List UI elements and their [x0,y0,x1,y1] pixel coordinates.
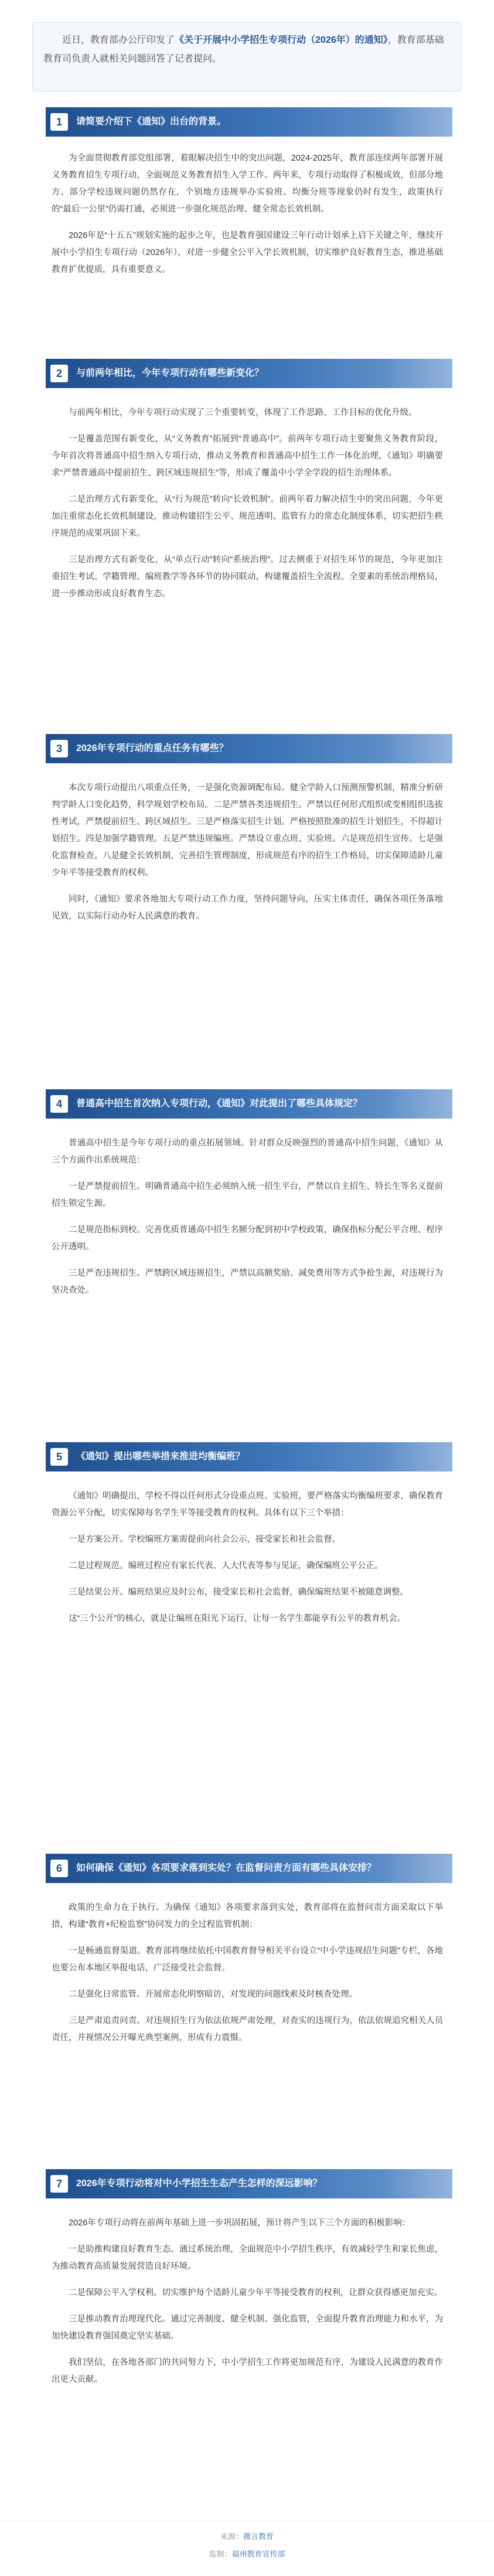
paragraph: 与前两年相比，今年专项行动实现了三个重要转变，体现了工作思路、工作目标的优化升级。 [69,408,417,417]
paragraph: 三是推动教育治理现代化。通过完善制度、健全机制、强化监管，全面提升教育治理能力和水平，为加快建设教育强国奠定坚实基础。 [52,2315,443,2341]
paragraph: 一是覆盖范围有新变化，从“义务教育”拓展到“普通高中”。前两年专项行动主要聚焦义务教育阶段，今年首次将普通高中招生纳入专项行动，推动义务教育和普通高中招生工作一体化治理，《通知》明确要求“严禁普通高中提前招生、跨区域违规招生”等，形成了覆盖中小学全学段的招生治理体系。 [52,434,443,478]
section-number: 4 [50,1095,68,1113]
section-title: 与前两年相比，今年专项行动有哪些新变化？ [76,368,264,378]
header-accent [382,1089,452,1119]
section-body-4 [52,1135,443,1309]
paragraph: 三是严查违规招生。严禁跨区域违规招生，严禁以高额奖励、减免费用等方式争抢生源，对违规行为坚决查处。 [52,1269,443,1295]
paragraph: 三是结果公开。编班结果应及时公布，接受家长和社会监督，确保编班结果不被随意调整。 [69,1588,408,1597]
section-number: 2 [50,365,68,382]
paragraph: 政策的生命力在于执行。为确保《通知》各项要求落到实处，教育部将在监督问责方面采取以下举措，构建“教育+纪检监察”协同发力的全过程监管机制： [52,1903,443,1929]
section-body-7 [52,2215,443,2398]
footer-source [0,2530,494,2541]
intro-text-2: ，教育部基础教育司负责人就相关问题回答了记者提问。 [43,35,444,64]
paragraph: 这“三个公开”的核心，就是让编班在阳光下运行，让每一名学生都能享有公平的教育机会。 [69,1614,406,1623]
paragraph: 二是过程规范。编班过程应有家长代表、人大代表等参与见证，确保编班公平公正。 [69,1561,383,1571]
footer-review [0,2548,494,2559]
section-title: 《通知》提出哪些举措来推进均衡编班？ [76,1452,246,1462]
paragraph: 《通知》明确提出，学校不得以任何形式分设重点班、实验班，要严格落实均衡编班要求，确保教育资源公平分配，切实保障每名学生平等接受教育的权利。具体有以下三个举措： [52,1491,443,1518]
section-title: 普通高中招生首次纳入专项行动，《通知》对此提出了哪些具体规定？ [76,1099,363,1109]
paragraph: 一是方案公开。学校编班方案需提前向社会公示，接受家长和社会监督。 [69,1535,340,1544]
review-label: 监制： [209,2550,232,2558]
review-name: 福州教育宣传部 [231,2550,285,2558]
intro-doc-title: 《关于开展中小学招生专项行动（2026年）的通知》 [175,35,388,45]
paragraph: 三是严肃追责问责。对违规招生行为依法依规严肃处理，对查实的违规行为，依法依规追究相关人员责任，并视情况公开曝光典型案例，形成有力震慑。 [52,2016,443,2043]
paragraph: 二是保障公平入学权利。切实维护每个适龄儿童少年平等接受教育的权利，让群众获得感更加充实。 [69,2288,442,2298]
section-title: 2026年专项行动将对中小学招生生态产生怎样的深远影响？ [76,2179,322,2188]
paragraph: 普通高中招生是今年专项行动的重点拓展领域。针对群众反映强烈的普通高中招生问题，《通知》从三个方面作出系统规范： [52,1139,443,1165]
paragraph: 一是严禁提前招生。明确普通高中招生必须纳入统一招生平台，严禁以自主招生、特长生等名义提前招生锁定生源。 [52,1182,443,1208]
source-label: 来源： [220,2532,243,2541]
paragraph: 2026年专项行动将在前两年基础上进一步巩固拓展，预计将产生以下三个方面的积极影响： [69,2218,411,2228]
intro-box [32,22,461,91]
paragraph: 三是治理方式有新变化，从“单点行动”转向“系统治理”。过去侧重于对招生环节的规范，今年更加注重招生考试、学籍管理、编班教学等各环节的协同联动，构建覆盖招生全流程、全要素的系统治理格局，进一步推动形成良好教育生态。 [52,555,443,599]
paragraph: 本次专项行动提出八项重点任务，一是强化资源调配布局。健全学龄人口预测预警机制，精准分析研判学龄人口变化趋势，科学规划学校布局。二是严禁各类违规招生。严禁以任何形式组织或变相组织选拔性考试，严禁提前招生、跨区域招生。三是严格落实招生计划。严格按照批准的招生计划招生，不得超计划招生。四是加强学籍管理。五是严禁违规编班。严禁设立重点班、实验班。六是规范招生宣传。七是强化监督检查。八是健全长效机制，完善招生管理制度，形成规范有序的招生工作格局，切实保障适龄儿童少年平等接受教育的权利。 [52,783,443,878]
section-body-3 [52,780,443,934]
section-title: 2026年专项行动的重点任务有哪些？ [76,743,229,753]
section-header-5 [46,1442,452,1471]
paragraph: 一是畅通监督渠道。教育部将继续依托中国教育督导相关平台设立“中小学违规招生问题”专栏，各地也要公布本地区举报电话，广泛接受社会监督。 [52,1946,443,1973]
section-number: 7 [50,2175,68,2193]
paragraph: 我们坚信，在各地各部门的共同努力下，中小学招生工作将更加规范有序，为建设人民满意的教育作出更大贡献。 [52,2358,443,2384]
paragraph: 同时，《通知》要求各地加大专项行动工作力度，坚持问题导向，压实主体责任，确保各项任务落地见效，以实际行动办好人民满意的教育。 [52,895,443,921]
section-header-3 [46,734,452,763]
source-name: 微言教育 [243,2532,274,2541]
paragraph: 2026年是“十五五”规划实施的起步之年，也是教育强国建设三年行动计划承上启下关键之年，继续开展中小学招生专项行动（2026年），对进一步健全公平入学长效机制，切实维护良好教育生态，推进基础教育扩优提质，具有重要意义。 [52,231,443,274]
section-title: 请简要介绍下《通知》出台的背景。 [76,117,227,127]
section-header-2 [46,359,452,388]
paragraph: 二是规范指标到校。完善优质普通高中招生名额分配到初中学校政策，确保指标分配公平合理、程序公开透明。 [52,1225,443,1252]
section-number: 6 [50,1860,68,1877]
paragraph: 二是治理方式有新变化，从“行为规范”转向“长效机制”。前两年着力解决招生中的突出问题，今年更加注重常态化长效机制建设，推动构建招生公平、规范透明、监管有力的常态化制度体系，切实把招生秩序规范的成果巩固下来。 [52,495,443,538]
section-body-1 [52,150,443,288]
intro-text-1: 近日，教育部办公厅印发了 [62,35,175,45]
paragraph: 二是强化日常监管。开展常态化明察暗访，对发现的问题线索及时核查处理。 [69,1990,357,1999]
section-number: 1 [50,113,68,131]
header-accent [382,2169,452,2198]
section-number: 5 [50,1448,68,1466]
section-title: 如何确保《通知》各项要求落到实处？在监督问责方面有哪些具体安排？ [76,1863,377,1873]
header-accent [382,107,452,137]
section-header-6 [46,1854,452,1883]
header-accent [382,1442,452,1471]
section-header-4 [46,1089,452,1119]
header-accent [382,359,452,388]
paragraph: 为全面贯彻教育部党组部署，着眼解决招生中的突出问题，2024-2025年，教育部连续两年部署开展义务教育招生专项行动，全面规范义务教育招生入学工作。两年来，专项行动取得了积极成效，但部分地方、部分学校违规问题仍然存在，个别地方违规举办实验班、均衡分班等现象仍时有发生，政策执行的“最后一公里”仍需打通，必须进一步强化规范治理、健全常态长效机制。 [52,154,443,214]
section-body-5 [52,1488,443,1637]
section-number: 3 [50,740,68,757]
header-accent [382,734,452,763]
section-header-1 [46,107,452,137]
section-header-7 [46,2169,452,2198]
header-accent [382,1854,452,1883]
section-body-6 [52,1899,443,2056]
section-body-2 [52,405,443,612]
paragraph: 一是助推构建良好教育生态。通过系统治理，全面规范中小学招生秩序，有效减轻学生和家长焦虑，为推动教育高质量发展营造良好环境。 [52,2245,443,2271]
